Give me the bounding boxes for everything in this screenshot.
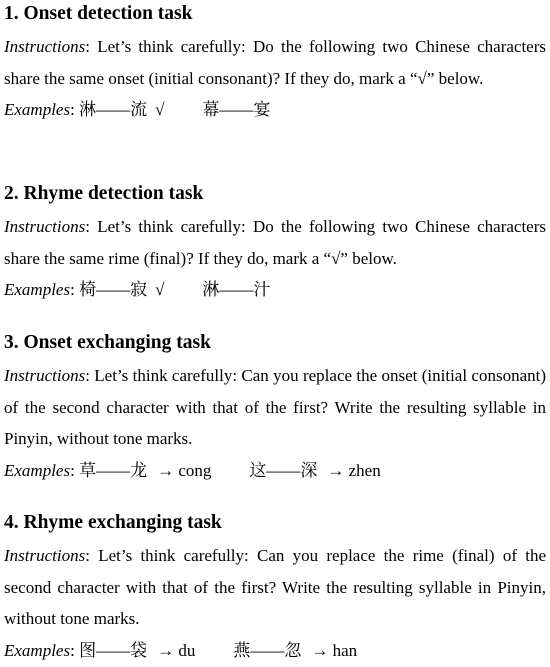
example-char-second: 宴	[253, 100, 271, 120]
examples-label: Examples	[4, 280, 71, 299]
instructions-text: : Let’s think carefully: Do the following two Chinese characters share the same rime (final)? If they do, mark a “√” below.	[4, 217, 546, 268]
check-mark: √	[155, 280, 165, 299]
example-char-first: 幕	[202, 100, 220, 120]
instructions-paragraph	[4, 360, 546, 455]
examples-label: Examples	[4, 460, 71, 480]
example-char-second: 忽	[284, 640, 302, 661]
examples-line: Examples: 椅——寂 √ 淋——汁	[4, 274, 546, 306]
example-dash: ——	[96, 640, 131, 660]
example-char-second: 寂	[130, 280, 148, 300]
task-title: 3. Onset exchanging task	[4, 332, 211, 353]
instructions-label: Instructions	[4, 37, 86, 56]
example-result: → cong	[157, 460, 212, 480]
example-char-second: 流	[130, 100, 148, 120]
example-pair	[79, 455, 211, 487]
example-pair	[79, 94, 164, 126]
example-char-first: 椅	[79, 280, 97, 300]
example-char-second: 袋	[130, 640, 148, 661]
example-pair	[202, 94, 270, 126]
example-dash: ——	[250, 640, 285, 660]
task-rhyme-exchanging	[4, 510, 546, 667]
example-char-second: 汁	[253, 280, 271, 300]
instructions-text: : Let’s think carefully: Do the following two Chinese characters share the same onset (initial consonant)? If they do, mark a “√” below.	[4, 37, 546, 88]
task-onset-detection	[4, 1, 546, 126]
example-result: → han	[311, 640, 358, 660]
example-dash: ——	[96, 280, 131, 299]
task-title: 2. Rhyme detection task	[4, 183, 204, 204]
examples-label: Examples	[4, 640, 71, 660]
example-dash: ——	[96, 460, 131, 480]
example-dash: ——	[219, 100, 254, 119]
examples-label: Examples	[4, 100, 71, 119]
example-dash: ——	[266, 460, 301, 480]
examples-line: Examples: 草——龙 → cong 这——深 → zhen	[4, 455, 546, 487]
example-char-first: 淋	[202, 280, 220, 300]
example-char-second: 龙	[130, 460, 148, 481]
example-char-first: 图	[79, 640, 97, 661]
instructions-paragraph	[4, 540, 546, 635]
example-pair	[202, 274, 270, 306]
example-char-first: 淋	[79, 100, 97, 120]
example-char-first: 燕	[233, 640, 251, 661]
examples-line: Examples: 淋——流 √ 幕——宴	[4, 94, 546, 126]
task-rhyme-detection	[4, 181, 546, 306]
example-dash: ——	[219, 280, 254, 299]
example-char-second: 深	[300, 460, 318, 481]
task-onset-exchanging	[4, 330, 546, 487]
example-char-first: 这	[249, 460, 267, 481]
instructions-text: : Let’s think carefully: Can you replace the onset (initial consonant) of the second character with that of the first? Write the resulting syllable in Pinyin, without tone marks.	[4, 366, 546, 448]
example-result: → zhen	[327, 460, 381, 480]
task-title: 1. Onset detection task	[4, 3, 193, 24]
example-pair	[249, 455, 380, 487]
examples-line: Examples: 图——袋 → du 燕——忽 → han	[4, 635, 546, 667]
instructions-label: Instructions	[4, 366, 86, 385]
instructions-label: Instructions	[4, 546, 86, 565]
example-pair	[79, 274, 164, 306]
task-title: 4. Rhyme exchanging task	[4, 512, 222, 533]
instructions-paragraph	[4, 211, 546, 274]
example-pair	[79, 635, 195, 667]
example-result: → du	[157, 640, 196, 660]
example-dash: ——	[96, 100, 131, 119]
check-mark: √	[155, 100, 165, 119]
instructions-text: : Let’s think carefully: Can you replace the rime (final) of the second character with that of the first? Write the resulting syllable in Pinyin, without tone marks.	[4, 546, 546, 628]
example-pair	[233, 635, 357, 667]
instructions-label: Instructions	[4, 217, 86, 236]
instructions-paragraph	[4, 31, 546, 94]
example-char-first: 草	[79, 460, 97, 481]
